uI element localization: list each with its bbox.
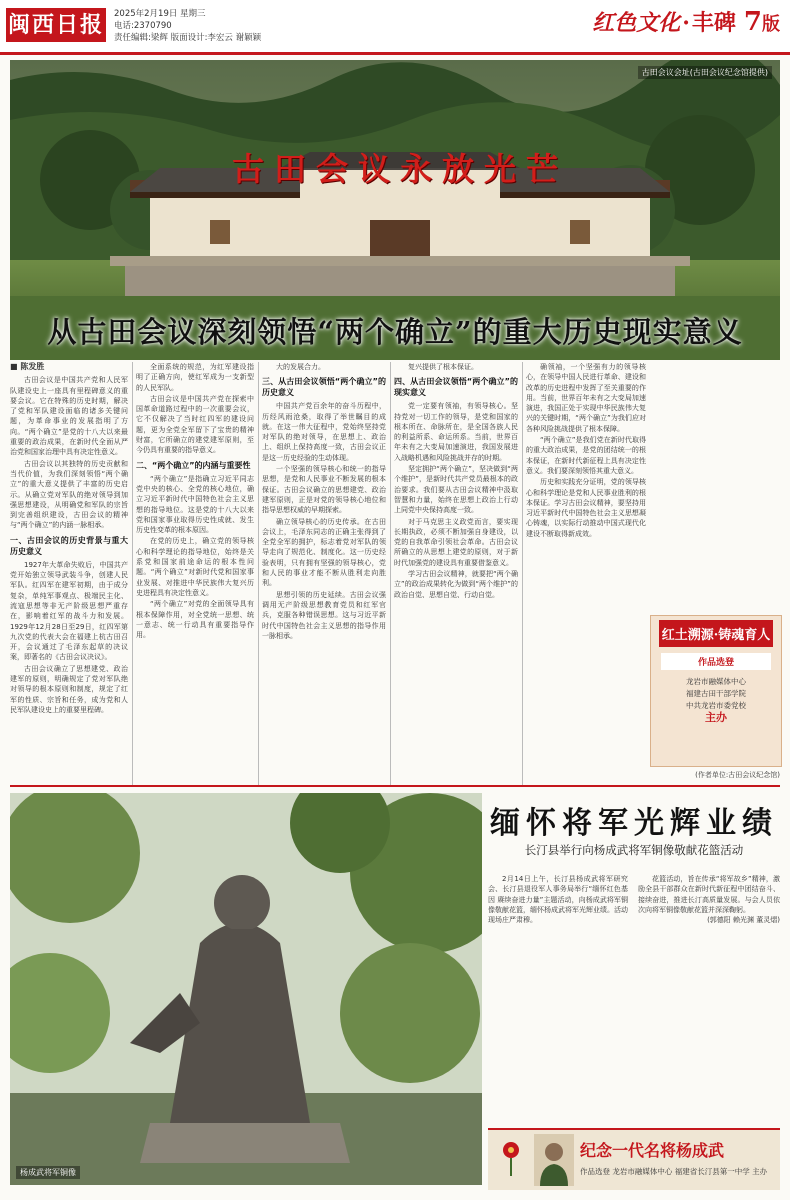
article-paragraph: 党一定要有领袖，有领导核心。坚持党对一切工作的领导，是党和国家的根本所在、命脉所在，是全国各族人民的利益所系、命运所系。当前，世界百年未有之大变局加速演进，我国发展进入战略机遇和风险挑战并存的时期。 <box>394 402 518 462</box>
bottom-footer-banner <box>488 1128 780 1190</box>
statue-photo-caption: 杨成武将军铜像 <box>16 1166 80 1179</box>
promo-organizer: 龙岩市融媒体中心 <box>686 677 746 686</box>
article-paragraph: “两个确立”是我们党在新时代取得的重大政治成果，是党的团结统一的根本保证，在新时代新征程上具有决定性意义。我们要深刻领悟其重大意义。 <box>526 436 646 475</box>
section-heading: 二、“两个确立”的内涵与重要性 <box>136 460 251 470</box>
article-paragraph: 全面系统的规范，为红军建设指明了正确方向，使红军成为一支新型的人民军队。 <box>136 363 254 392</box>
masthead <box>0 0 790 55</box>
hero-banner-text: 古田会议永放光芒 <box>231 150 568 188</box>
bottom-paragraph: 花篮活动，旨在传承“将军故乡”精神，激励全县干部群众在新时代新征程中团结奋斗、接续奋进，推进长汀高质量发展。与会人员依次向将军铜像敬献花篮并深深鞠躬。 <box>638 875 780 914</box>
bottom-paragraph: 2月14日上午，长汀县杨成武将军研究会、长汀县退役军人事务局举行“缅怀红色基因 赓续奋进力量”主题活动，向杨成武将军铜像敬献花篮，缅怀杨成武将军光辉业绩。活动现场庄严肃穆。 <box>488 875 628 925</box>
article-paragraph: 确领袖，一个坚强有力的领导核心，在领导中国人民进行革命、建设和改革的历史进程中发挥了至关重要的作用。当前，世界百年未有之大变局加速演进，我国正处于实现中华民族伟大复兴的关键时期，“两个确立”为我们应对各种风险挑战提供了根本保障。 <box>526 363 646 433</box>
article-paragraph: 思想引领的历史延续。古田会议强调用无产阶级思想教育党员和红军官兵，克服各种错误思想。这与习近平新时代中国特色社会主义思想的指导作用一脉相承。 <box>262 590 386 640</box>
section-divider <box>10 785 780 787</box>
column-divider <box>132 362 133 787</box>
article-paragraph: “两个确立”对党的全面领导具有根本保障作用，对全党统一思想、统一意志、统一行动具有重要指导作用。 <box>136 600 254 640</box>
article-column-1 <box>10 362 128 787</box>
issue-meta <box>114 8 261 44</box>
promo-host-label: 主办 <box>705 711 727 724</box>
section-title: 红色文化·丰碑 7版 <box>592 7 780 37</box>
column-divider <box>390 362 391 787</box>
promo-title: 红土溯源·铸魂育人 <box>659 620 773 647</box>
hero-caption: 古田会议会址(古田会议纪念馆提供) <box>638 66 772 79</box>
footer-title: 纪念一代名将杨成武 <box>580 1141 725 1160</box>
issue-phone: 电话:2370790 <box>114 21 172 31</box>
statue-photo <box>10 793 482 1185</box>
article-paragraph: 确立领导核心的历史传承。在古田会议上，毛泽东同志的正确主张得到了全党全军的拥护，标志着党对军队的领导走向了规范化、制度化。这一历史经验表明，只有拥有坚强的领导核心，党和人民的事业才能不断从胜利走向胜利。 <box>262 517 386 588</box>
article-paragraph: 古田会议是中国共产党在探索中国革命道路过程中的一次重要会议，它不仅解决了当时红四军的建设问题，更为全党全军留下了宝贵的精神财富，它所确立的建党建军原则，至今仍具有重要的指导意义。 <box>136 394 254 455</box>
article-author: ■ 陈发胜 <box>10 362 45 371</box>
section-heading: 三、从古田会议领悟“两个确立”的历史意义 <box>262 377 386 398</box>
bottom-column-1 <box>488 874 628 1124</box>
issue-editors: 责任编辑:梁辉 版面设计:李宏云 谢颖颖 <box>114 33 262 43</box>
promo-organizer: 福建古田干部学院 <box>686 689 746 698</box>
column-divider <box>522 362 523 787</box>
section-heading: 一、古田会议的历史背景与重大历史意义 <box>10 535 128 556</box>
promo-organizers <box>651 676 781 724</box>
page-number: 7 <box>743 7 762 37</box>
article-paragraph: “两个确立”是指确立习近平同志党中央的核心、全党的核心地位，确立习近平新时代中国特色社会主义思想的指导地位。这是党的十八大以来党和国家事业取得历史性成就、发生历史性变革的根本原因。 <box>136 474 254 535</box>
statue-illustration <box>10 793 482 1185</box>
article-headline: 从古田会议深刻领悟“两个确立”的重大历史现实意义 <box>47 315 743 349</box>
article-paragraph: 古田会议以其独特的历史贡献和当代价值，为我们深刻领悟“两个确立”的重大意义提供了丰富的历史启示。从确立党对军队的绝对领导到加强思想建设，从明确党和军队的宗旨到完善组织建设，古田会议的精神与“两个确立”的内涵一脉相承。 <box>10 459 128 530</box>
article-paragraph: 中国共产党百余年的奋斗历程中，历经风雨沧桑，取得了举世瞩目的成就。在这一伟大征程中，党始终坚持党对军队的绝对领导，在思想上、政治上、组织上保持高度一致，古田会议正是这一历史经验的生动体现。 <box>262 402 386 462</box>
article-paragraph: 一个坚强的领导核心和统一的指导思想，是党和人民事业不断发展的根本保证。古田会议确立的思想建党、政治建军原则，正是对党的领导核心地位和指导思想权威的早期探索。 <box>262 465 386 515</box>
article-paragraph: 古田会议是中国共产党和人民军队建设史上一座具有里程碑意义的重要会议。它在特殊的历史时期，解决了党和军队建设面临的诸多关键问题，为革命事业的发展指明了方向。“两个确立”是党的十八大以来最重要的政治成果，在新时代全面从严治党和国家治理中具有决定性意义。 <box>10 376 128 457</box>
article-column-6 <box>650 362 780 612</box>
article-paragraph: 1927年大革命失败后，中国共产党开始独立领导武装斗争，创建人民军队。红四军在建军初期，由于成分复杂，单纯军事观点、极端民主化、流寇思想等非无产阶级思想严重存在，影响着红军的战斗力和发展。1929年12月28日至29日，红四军第九次党的代表大会在福建上杭古田召开，会议通过了毛泽东起草的决议案，即著名的《古田会议决议》。 <box>10 560 128 662</box>
article-column-5 <box>526 362 646 787</box>
article-paragraph: 学习古田会议精神，就要把“两个确立”的政治成果转化为做到“两个维护”的政治自觉、思想自觉、行动自觉。 <box>394 570 518 599</box>
article-column-3 <box>262 362 386 787</box>
article-paragraph: 坚定拥护“两个确立”，坚决做到“两个维护”，是新时代共产党员最根本的政治要求。我们要从古田会议精神中汲取智慧和力量，始终在思想上政治上行动上同党中央保持高度一致。 <box>394 465 518 515</box>
general-portrait <box>534 1134 574 1186</box>
article-column-2 <box>136 362 254 787</box>
author-affiliation: (作者单位:古田会议纪念馆) <box>695 771 780 779</box>
bottom-column-2 <box>638 874 780 1124</box>
section-name: 红色文化 <box>592 10 681 36</box>
promo-badge: 作品选登 <box>661 653 771 670</box>
flower-icon <box>496 1138 526 1178</box>
article-paragraph: 古田会议确立了思想建党、政治建军的原则，明确规定了党对军队绝对领导的根本原则和制度，规定了红军的性质、宗旨和任务，成为党和人民军队建设史上的重要里程碑。 <box>10 664 128 714</box>
article-paragraph: 大的发展合力。 <box>276 363 325 371</box>
column-divider <box>258 362 259 787</box>
newspaper-logo: 闽西日报 <box>6 8 106 42</box>
promo-organizer: 中共龙岩市委党校 <box>686 701 746 710</box>
issue-date: 2025年2月19日 星期三 <box>114 9 206 19</box>
section-subname: 丰碑 <box>691 10 736 36</box>
article-paragraph: 对于马克思主义政党而言，要实现长期执政，必须不断加强自身建设，以党的自我革命引领社会革命。古田会议所确立的从思想上建党的原则，对于新时代加强党的建设具有重要借鉴意义。 <box>394 517 518 567</box>
bottom-subheadline: 长汀县举行向杨成武将军铜像敬献花篮活动 <box>524 843 744 857</box>
article-paragraph: 在党的历史上，确立党的领导核心和科学理论的指导地位，始终是关系党和国家前途命运的根本性问题。“两个确立”对新时代党和国家事业发展、对推进中华民族伟大复兴历史进程具有决定性意义。 <box>136 537 254 597</box>
article-paragraph: 复兴提供了根本保证。 <box>408 363 478 371</box>
series-promo-box <box>650 615 782 767</box>
bottom-headline: 缅怀将军光辉业绩 <box>490 806 778 841</box>
article-paragraph: 历史和实践充分证明，党的领导核心和科学理论是党和人民事业胜利的根本保证。学习古田会议精神，要坚持用习近平新时代中国特色社会主义思想凝心铸魂，以实际行动推动中国式现代化建设不断取得新成效。 <box>526 478 646 538</box>
footer-subtitle: 作品选登 龙岩市融媒体中心 福建省长汀县第一中学 主办 <box>580 1167 768 1176</box>
page-suffix: 版 <box>762 14 780 35</box>
bottom-credit: (郭德阳 赖光渊 董灵熠) <box>707 916 780 925</box>
article-column-4 <box>394 362 518 787</box>
section-heading: 四、从古田会议领悟“两个确立”的现实意义 <box>394 377 518 398</box>
